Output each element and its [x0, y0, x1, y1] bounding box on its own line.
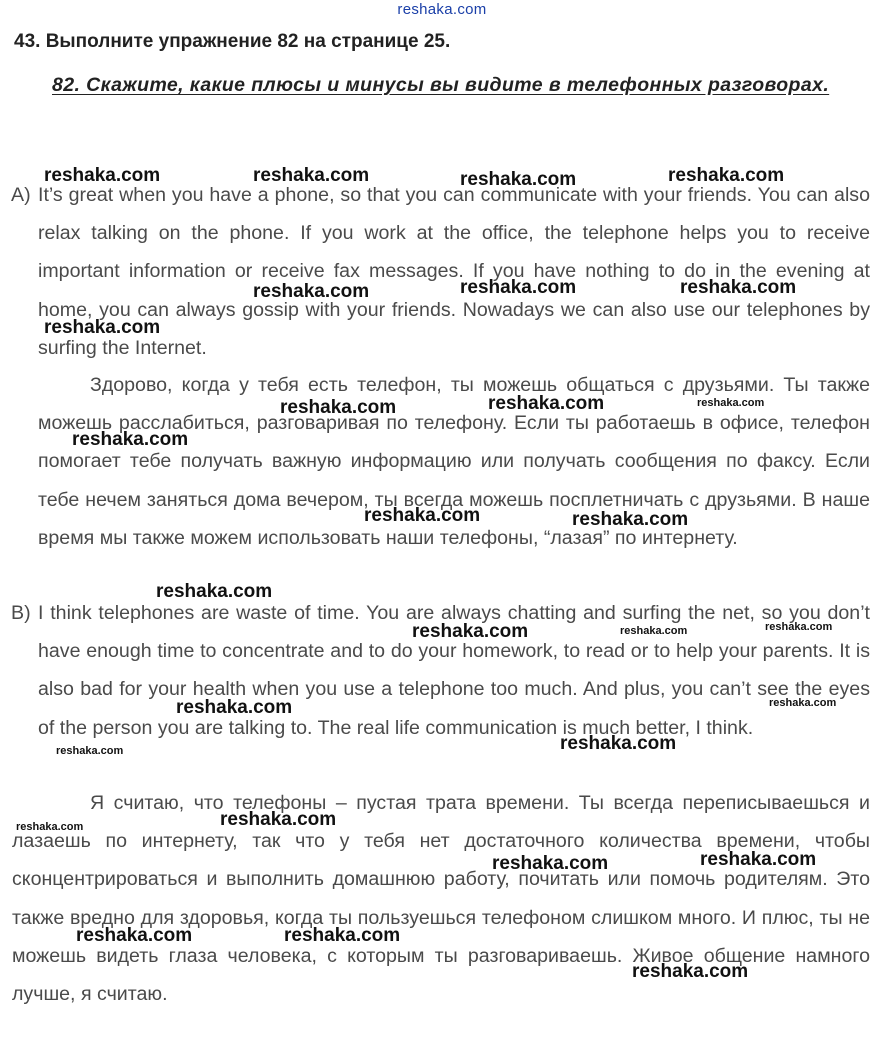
watermark-stamp: reshaka.com [632, 961, 749, 982]
watermark-stamp: reshaka.com [44, 165, 161, 186]
watermark-stamp: reshaka.com [220, 809, 337, 830]
section-a-marker: A) [11, 184, 31, 206]
watermark-stamp: reshaka.com [460, 169, 577, 190]
watermark-stamp: reshaka.com [572, 509, 689, 530]
watermark-stamp: reshaka.com [680, 277, 797, 298]
section-b-marker: B) [11, 602, 31, 624]
watermark-stamp: reshaka.com [253, 165, 370, 186]
section-a-english [11, 176, 870, 367]
section-b-russian-text: Я считаю, что телефоны – пустая трата времени. Ты всегда переписываешься и лазаешь по интернету, так что у тебя нет достаточного количества времени, чтобы сконцентрироваться и выполнить домашнюю работу, почитать или помочь родителям. Это также вредно для здоровья, когда ты пользуешься телефоном слишком много. И плюс, ты не можешь видеть глаза человека, с которым ты разговариваешь. Живое общение намного лучше, я считаю. [12, 792, 870, 1006]
watermark-stamp: reshaka.com [492, 853, 609, 874]
section-a-russian-text: Здорово, когда у тебя есть телефон, ты можешь общаться с друзьями. Ты также можешь расслабиться, разговаривая по телефону. Если ты работаешь в офисе, телефон помогает тебе получать важную информацию или получать сообщения по факсу. Если тебе нечем заняться дома вечером, ты всегда можешь посплетничать с друзьями. В наше время мы также можем использовать наши телефоны, “лазая” по интернету. [38, 374, 870, 549]
task-statement [52, 66, 870, 105]
watermark-stamp: reshaka.com [16, 821, 84, 833]
site-watermark-top: reshaka.com [397, 1, 487, 18]
section-a-russian [38, 366, 870, 557]
watermark-stamp: reshaka.com [765, 621, 833, 633]
watermark-stamp: reshaka.com [460, 277, 577, 298]
watermark-stamp: reshaka.com [176, 697, 293, 718]
watermark-stamp: reshaka.com [284, 925, 401, 946]
watermark-stamp: reshaka.com [44, 317, 161, 338]
watermark-stamp: reshaka.com [364, 505, 481, 526]
watermark-stamp: reshaka.com [700, 849, 817, 870]
watermark-stamp: reshaka.com [769, 697, 837, 709]
watermark-stamp: reshaka.com [76, 925, 193, 946]
watermark-stamp: reshaka.com [697, 397, 765, 409]
watermark-stamp: reshaka.com [620, 625, 688, 637]
watermark-stamp: reshaka.com [668, 165, 785, 186]
section-b-english [11, 594, 870, 747]
watermark-stamp: reshaka.com [412, 621, 529, 642]
task-text: 82. Скажите, какие плюсы и минусы вы видите в телефонных разговорах. [52, 74, 830, 96]
exercise-heading: 43. Выполните упражнение 82 на странице 25. [14, 31, 451, 52]
watermark-stamp: reshaka.com [72, 429, 189, 450]
watermark-stamp: reshaka.com [56, 745, 124, 757]
watermark-stamp: reshaka.com [560, 733, 677, 754]
watermark-stamp: reshaka.com [156, 581, 273, 602]
section-a-english-text: It’s great when you have a phone, so that you can communicate with your friends. You can also relax talking on the phone. If you work at the office, the telephone helps you to receive important information or receive fax messages. If you have nothing to do in the evening at home, you can always gossip with your friends. Nowadays we can also use our telephones by surfing the Internet. [38, 184, 870, 359]
watermark-stamp: reshaka.com [280, 397, 397, 418]
watermark-stamp: reshaka.com [488, 393, 605, 414]
watermark-stamp: reshaka.com [253, 281, 370, 302]
section-b-english-text: I think telephones are waste of time. You are always chatting and surfing the net, so you don’t have enough time to concentrate and to do your homework, to read or to help your parents. It is also bad for your health when you use a telephone too much. And plus, you can’t see the eyes of the person you are talking to. The real life communication is much better, I think. [38, 602, 870, 739]
